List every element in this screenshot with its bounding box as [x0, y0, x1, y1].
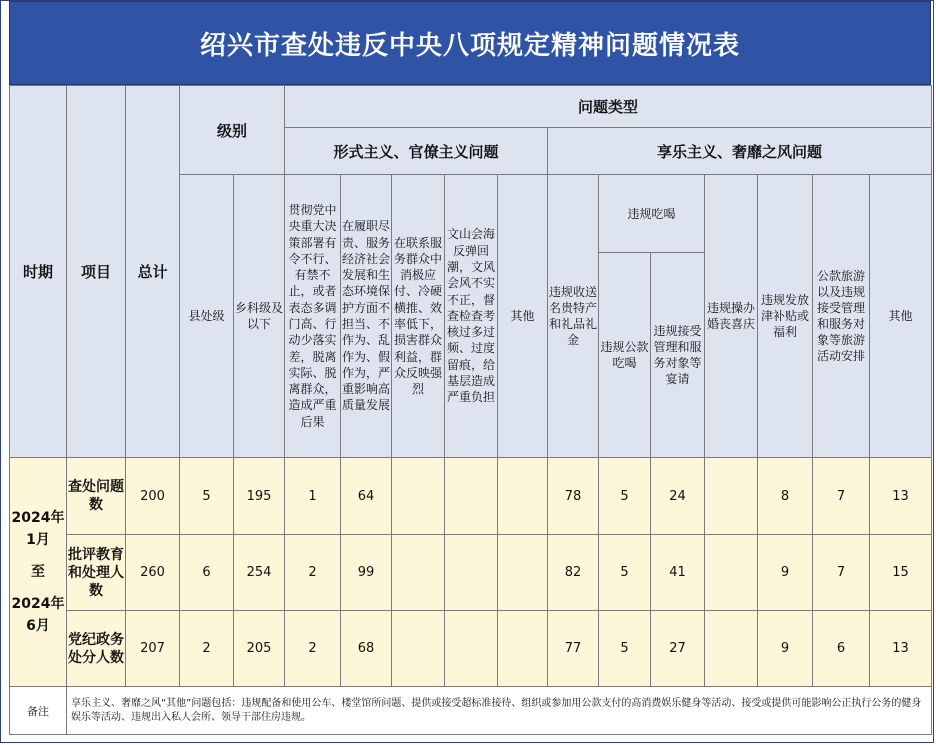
cell-h2: 5 — [599, 458, 651, 535]
cell-county: 5 — [180, 458, 234, 535]
cell-h6: 6 — [813, 611, 870, 687]
header-h4: 违规操办婚丧喜庆 — [705, 175, 758, 458]
page-title: 绍兴市查处违反中央八项规定精神问题情况表 — [199, 30, 740, 61]
header-total: 总计 — [126, 86, 180, 458]
cell-h5: 8 — [758, 458, 813, 535]
header-item: 项目 — [67, 86, 126, 458]
title-banner — [9, 1, 931, 85]
header-problem-type: 问题类型 — [285, 86, 932, 128]
cell-h1: 77 — [548, 611, 599, 687]
cell-h7: 13 — [870, 611, 932, 687]
cell-f3 — [392, 611, 445, 687]
cell-county: 2 — [180, 611, 234, 687]
header-county: 县处级 — [180, 175, 234, 458]
cell-h5: 9 — [758, 535, 813, 611]
cell-township: 195 — [234, 458, 285, 535]
cell-h2: 5 — [599, 611, 651, 687]
cell-f4 — [445, 458, 498, 535]
header-formalism: 形式主义、官僚主义问题 — [285, 128, 548, 175]
header-hedonism: 享乐主义、奢靡之风问题 — [548, 128, 932, 175]
cell-h4 — [705, 611, 758, 687]
cell-h3: 24 — [651, 458, 705, 535]
cell-h5: 9 — [758, 611, 813, 687]
cell-f3 — [392, 458, 445, 535]
cell-total: 200 — [126, 458, 180, 535]
cell-f2: 64 — [341, 458, 392, 535]
cell-h3: 41 — [651, 535, 705, 611]
header-period: 时期 — [10, 86, 67, 458]
cell-f4 — [445, 611, 498, 687]
cell-h2: 5 — [599, 535, 651, 611]
header-h1: 违规收送名贵特产和礼品礼金 — [548, 175, 599, 458]
cell-f1: 2 — [285, 535, 341, 611]
header-h2: 违规公款吃喝 — [599, 253, 651, 458]
cell-f5 — [498, 611, 548, 687]
cell-h7: 15 — [870, 535, 932, 611]
note-label: 备注 — [10, 687, 67, 735]
row-label: 党纪政务处分人数 — [67, 611, 126, 687]
cell-h4 — [705, 458, 758, 535]
cell-county: 6 — [180, 535, 234, 611]
cell-h6: 7 — [813, 535, 870, 611]
cell-h3: 27 — [651, 611, 705, 687]
cell-h7: 13 — [870, 458, 932, 535]
cell-township: 254 — [234, 535, 285, 611]
header-f5: 其他 — [498, 175, 548, 458]
cell-f5 — [498, 458, 548, 535]
row-label: 查处问题数 — [67, 458, 126, 535]
header-h6: 公款旅游以及违规接受管理和服务对象等旅游活动安排 — [813, 175, 870, 458]
cell-f5 — [498, 535, 548, 611]
cell-f4 — [445, 535, 498, 611]
period-to: 2024年6月 — [11, 596, 65, 634]
cell-f3 — [392, 535, 445, 611]
note-text: 享乐主义、奢靡之风“其他”问题包括：违规配备和使用公车、楼堂馆所问题、提供或接受超标准接待、组织或参加用公款支付的高消费娱乐健身等活动、接受或提供可能影响公正执行公务的健身娱乐等活动、违规出入私人会所、领导干部住房违规。 — [67, 687, 932, 735]
header-f3: 在联系服务群众中消极应付、冷硬横推、效率低下，损害群众利益，群众反映强烈 — [392, 175, 445, 458]
cell-h6: 7 — [813, 458, 870, 535]
cell-f1: 2 — [285, 611, 341, 687]
period-from: 2024年1月 — [11, 510, 65, 548]
cell-total: 207 — [126, 611, 180, 687]
row-label: 批评教育和处理人数 — [67, 535, 126, 611]
header-f2: 在履职尽责、服务经济社会发展和生态环境保护方面不担当、不作为、乱作为、假作为，严重影响高质量发展 — [341, 175, 392, 458]
header-f1: 贯彻党中央重大决策部署有令不行、有禁不止，或者表态多调门高、行动少落实差，脱离实际、脱离群众，造成严重后果 — [285, 175, 341, 458]
cell-h4 — [705, 535, 758, 611]
cell-h1: 78 — [548, 458, 599, 535]
cell-h1: 82 — [548, 535, 599, 611]
cell-township: 205 — [234, 611, 285, 687]
header-h-dining: 违规吃喝 — [599, 175, 705, 253]
cell-total: 260 — [126, 535, 180, 611]
stats-table — [9, 85, 932, 735]
period-cell — [10, 458, 67, 687]
cell-f1: 1 — [285, 458, 341, 535]
header-level: 级别 — [180, 86, 285, 175]
header-township: 乡科级及以下 — [234, 175, 285, 458]
cell-f2: 99 — [341, 535, 392, 611]
header-h7: 其他 — [870, 175, 932, 458]
period-to-word: 至 — [31, 564, 45, 580]
header-h3: 违规接受管理和服务对象等宴请 — [651, 253, 705, 458]
cell-f2: 68 — [341, 611, 392, 687]
header-f4: 文山会海反弹回潮，文风会风不实不正，督查检查考核过多过频、过度留痕，给基层造成严重负担 — [445, 175, 498, 458]
header-h5: 违规发放津补贴或福利 — [758, 175, 813, 458]
